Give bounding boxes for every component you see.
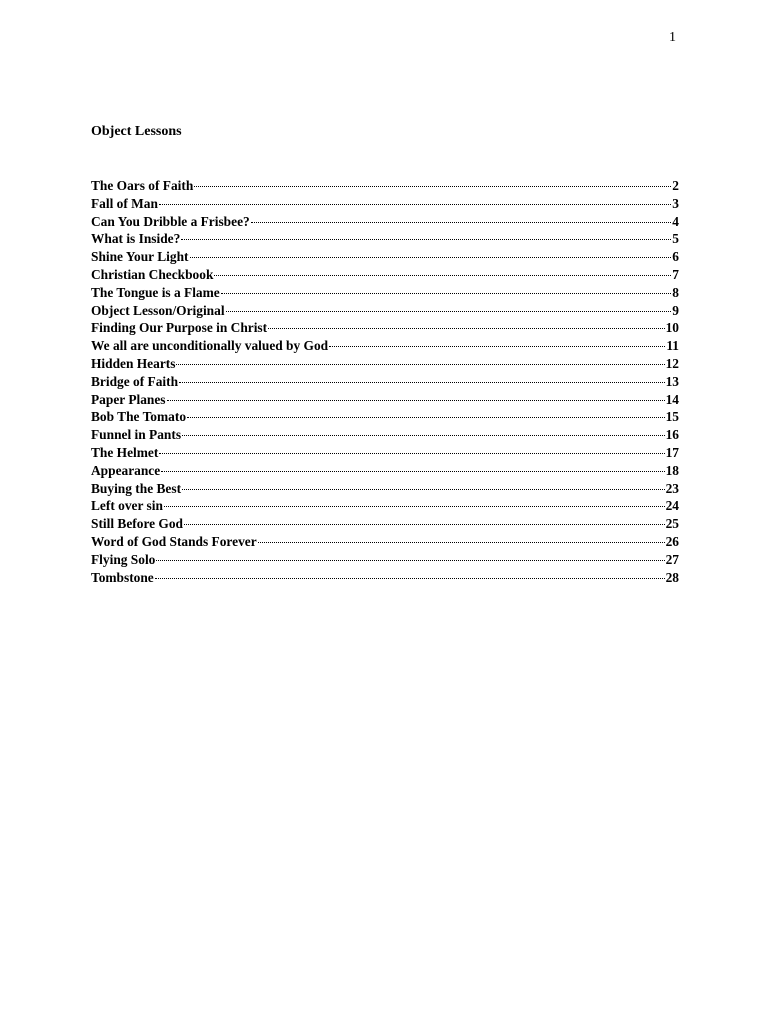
toc-entry-title: Object Lesson/Original [91, 302, 225, 318]
toc-entry [91, 445, 679, 463]
toc-entry-title: Christian Checkbook [91, 266, 214, 282]
toc-entry-page: 25 [665, 516, 679, 532]
toc-entry-page: 27 [665, 551, 679, 567]
dot-leader [187, 417, 665, 418]
toc-entry [91, 267, 679, 285]
toc-entry-page: 24 [665, 498, 679, 514]
toc-entry [91, 320, 679, 338]
toc-entry-title: Word of God Stands Forever [91, 533, 257, 549]
page-number: 1 [669, 30, 676, 45]
toc-entry [91, 463, 679, 481]
dot-leader [182, 435, 665, 436]
toc-entry-title: Flying Solo [91, 551, 156, 567]
toc-entry [91, 178, 679, 196]
toc-entry-title: Can You Dribble a Frisbee? [91, 213, 250, 229]
dot-leader [167, 400, 665, 401]
dot-leader [329, 346, 665, 347]
dot-leader [190, 257, 672, 258]
toc-entry-page: 28 [665, 569, 679, 585]
toc-entry [91, 374, 679, 392]
toc-entry [91, 534, 679, 552]
dot-leader [194, 186, 671, 187]
toc-entry-title: Buying the Best [91, 480, 182, 496]
toc-entry [91, 409, 679, 427]
toc-entry-page: 13 [665, 373, 679, 389]
toc-entry-page: 11 [666, 338, 679, 354]
dot-leader [159, 204, 671, 205]
toc-entry [91, 214, 679, 232]
toc-entry-title: The Helmet [91, 444, 159, 460]
toc-entry-page: 12 [665, 355, 679, 371]
toc-entry [91, 392, 679, 410]
toc-entry [91, 570, 679, 588]
dot-leader [221, 293, 672, 294]
toc-entry-title: Fall of Man [91, 195, 158, 211]
dot-leader [181, 239, 671, 240]
toc-entry [91, 356, 679, 374]
toc-entry [91, 249, 679, 267]
dot-leader [268, 328, 665, 329]
toc-entry-page: 26 [665, 533, 679, 549]
toc-entry-page: 3 [672, 195, 679, 211]
toc-entry [91, 231, 679, 249]
toc-entry-title: Funnel in Pants [91, 427, 182, 443]
toc-entry-page: 16 [665, 427, 679, 443]
toc-entry [91, 196, 679, 214]
toc-entry [91, 285, 679, 303]
toc-entry-page: 4 [672, 213, 679, 229]
toc-entry-title: Still Before God [91, 516, 183, 532]
toc-entry-title: The Oars of Faith [91, 178, 194, 193]
toc-entry-page: 14 [665, 391, 679, 407]
toc-entry [91, 303, 679, 321]
toc-entry-page: 23 [665, 480, 679, 496]
dot-leader [258, 542, 665, 543]
toc-entry-page: 18 [665, 462, 679, 478]
dot-leader [161, 471, 664, 472]
dot-leader [155, 578, 665, 579]
table-of-contents [91, 178, 679, 587]
toc-entry-title: Tombstone [91, 569, 154, 585]
toc-entry-title: Shine Your Light [91, 249, 189, 265]
document-title: Object Lessons [91, 124, 182, 139]
toc-entry-title: Finding Our Purpose in Christ [91, 320, 268, 336]
dot-leader [214, 275, 671, 276]
toc-entry-page: 15 [665, 409, 679, 425]
toc-entry-title: Paper Planes [91, 391, 166, 407]
toc-entry [91, 498, 679, 516]
dot-leader [179, 382, 665, 383]
dot-leader [226, 311, 672, 312]
toc-entry-page: 10 [665, 320, 679, 336]
toc-entry-title: What is Inside? [91, 231, 181, 247]
toc-entry-page: 7 [672, 266, 679, 282]
dot-leader [164, 506, 665, 507]
dot-leader [251, 222, 672, 223]
dot-leader [184, 524, 665, 525]
dot-leader [159, 453, 664, 454]
dot-leader [182, 489, 665, 490]
toc-entry [91, 552, 679, 570]
toc-entry-title: Bob The Tomato [91, 409, 187, 425]
toc-entry-page: 17 [665, 444, 679, 460]
toc-entry-title: Appearance [91, 462, 161, 478]
toc-entry [91, 338, 679, 356]
toc-entry [91, 427, 679, 445]
toc-entry-title: Bridge of Faith [91, 373, 179, 389]
toc-entry-title: The Tongue is a Flame [91, 284, 220, 300]
toc-entry-title: We all are unconditionally valued by God [91, 338, 329, 354]
toc-entry-title: Hidden Hearts [91, 355, 176, 371]
toc-entry-page: 2 [672, 178, 679, 193]
dot-leader [156, 560, 664, 561]
toc-entry-page: 9 [672, 302, 679, 318]
toc-entry [91, 516, 679, 534]
dot-leader [176, 364, 664, 365]
toc-entry [91, 481, 679, 499]
toc-entry-page: 8 [672, 284, 679, 300]
toc-entry-page: 6 [672, 249, 679, 265]
toc-entry-title: Left over sin [91, 498, 163, 514]
toc-entry-page: 5 [672, 231, 679, 247]
